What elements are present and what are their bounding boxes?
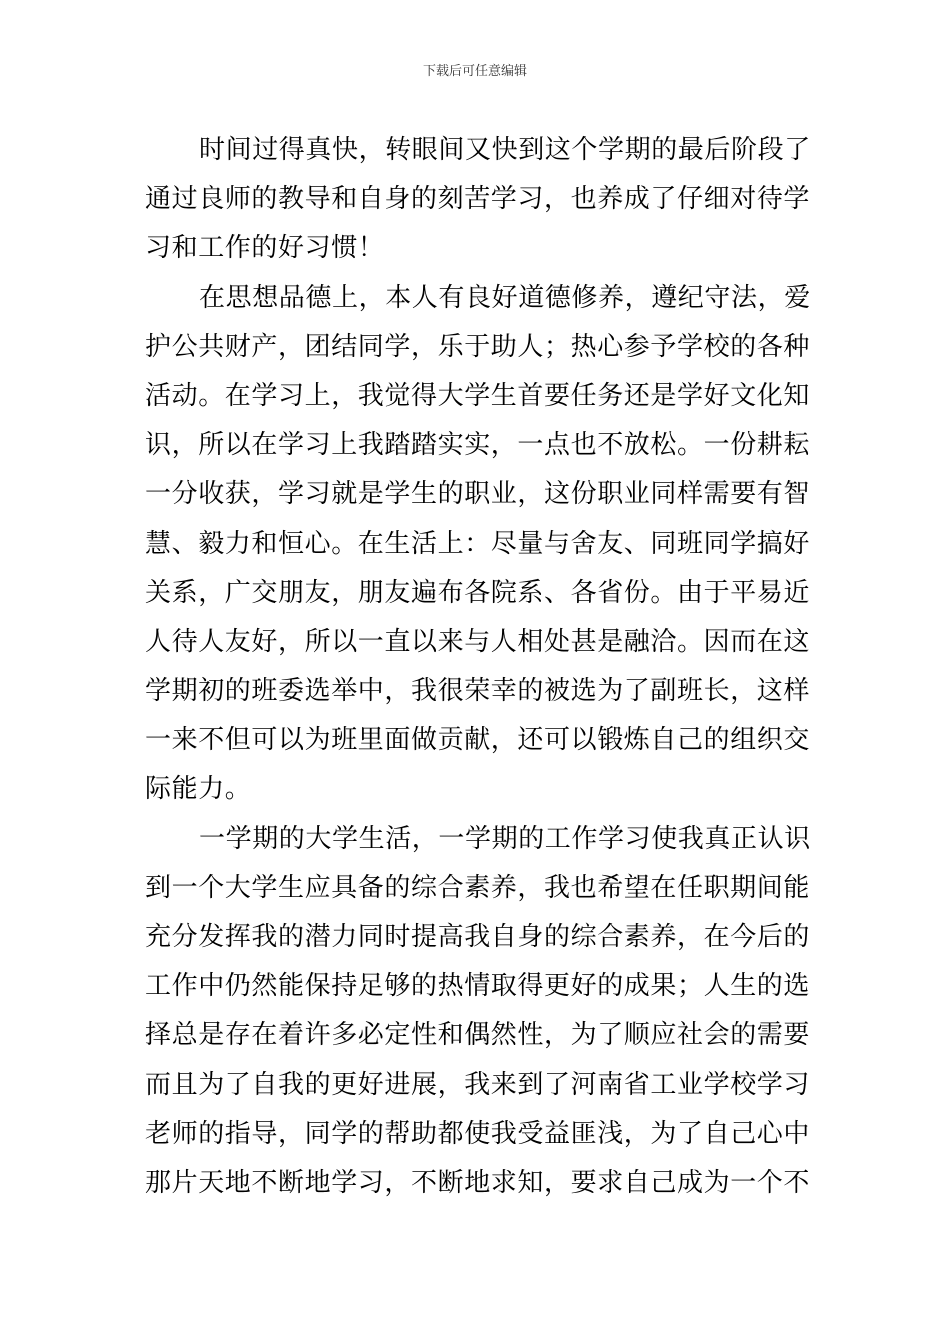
text-line: 工作中仍然能保持足够的热情取得更好的成果；人生的选 <box>145 971 811 1002</box>
text-line: 充分发挥我的潜力同时提高我自身的综合素养，在今后的 <box>145 922 811 952</box>
text-line: 到一个大学生应具备的综合素养，我也希望在任职期间能 <box>145 872 811 903</box>
text-line: 一学期的大学生活，一学期的工作学习使我真正认识 <box>199 823 811 854</box>
text-line: 识，所以在学习上我踏踏实实，一点也不放松。一份耕耘 <box>145 430 811 461</box>
text-line: 关系，广交朋友，朋友遍布各院系、各省份。由于平易近 <box>145 577 811 608</box>
text-line: 活动。在学习上，我觉得大学生首要任务还是学好文化知 <box>145 380 811 411</box>
page-header: 下载后可任意编辑 <box>422 64 527 79</box>
text-line: 学期初的班委选举中，我很荣幸的被选为了副班长，这样 <box>145 676 811 707</box>
text-line: 护公共财产，团结同学，乐于助人；热心参予学校的各种 <box>145 331 811 362</box>
text-line: 习和工作的好习惯！ <box>145 233 385 264</box>
text-line: 老师的指导，同学的帮助都使我受益匪浅，为了自己心中 <box>145 1118 811 1149</box>
text-line: 际能力。 <box>145 774 252 805</box>
text-line: 慧、毅力和恒心。在生活上：尽量与舍友、同班同学搞好 <box>145 528 811 559</box>
text-line: 那片天地不断地学习，不断地求知，要求自己成为一个不 <box>145 1167 811 1198</box>
document-body <box>145 126 811 1208</box>
text-line: 人待人友好，所以一直以来与人相处甚是融洽。因而在这 <box>145 626 811 657</box>
text-line: 而且为了自我的更好进展，我来到了河南省工业学校学习 <box>145 1069 811 1100</box>
text-line: 时间过得真快，转眼间又快到这个学期的最后阶段了 <box>199 135 811 165</box>
text-line: 一来不但可以为班里面做贡献，还可以锻炼自己的组织交 <box>145 725 811 756</box>
text-line: 在思想品德上，本人有良好道德修养，遵纪守法，爱 <box>199 282 811 313</box>
text-line: 择总是存在着许多必定性和偶然性，为了顺应社会的需要 <box>145 1020 811 1051</box>
text-line: 一分收获，学习就是学生的职业，这份职业同样需要有智 <box>145 479 811 510</box>
text-line: 通过良师的教导和自身的刻苦学习，也养成了仔细对待学 <box>145 184 811 215</box>
